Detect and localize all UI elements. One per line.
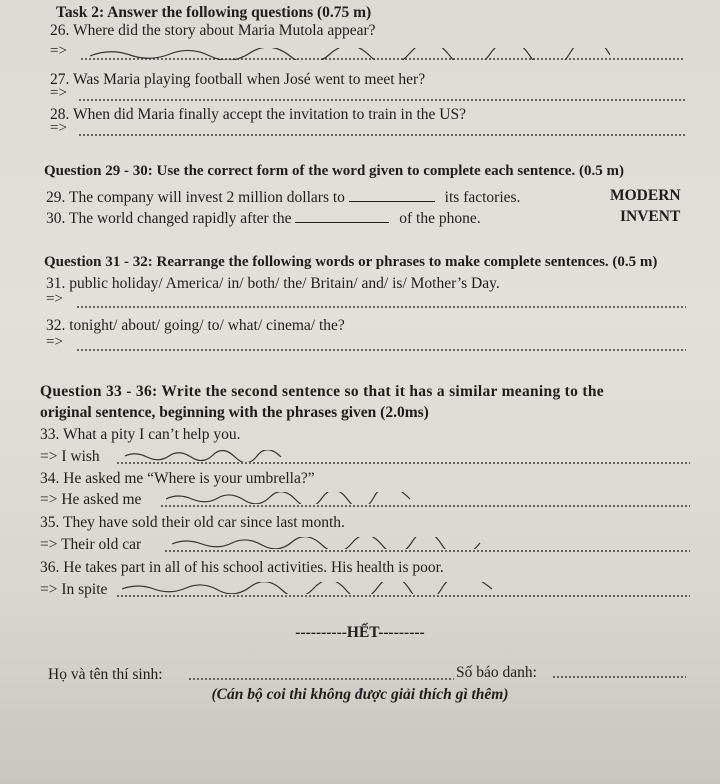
handwritten-answer-26 xyxy=(90,48,610,58)
q29-part-a: 29. The company will invest 2 million dollars to xyxy=(46,189,345,206)
q29-blank[interactable] xyxy=(349,187,435,202)
answer-line-32 xyxy=(76,349,686,351)
answer-arrow-26: => xyxy=(50,43,67,59)
answer-line-27 xyxy=(78,99,686,101)
proctor-note: (Cán bộ coi thi không được giải thích gì thêm) xyxy=(211,686,509,703)
question-31: 31. public holiday/ America/ in/ both/ the/ Britain/ and/ is/ Mother’s Day. xyxy=(46,275,500,292)
q35-start: => Their old car xyxy=(40,536,142,553)
task2-title: Task 2: Answer the following questions (0.75 m) xyxy=(56,4,372,21)
answer-line-34 xyxy=(160,505,690,507)
answer-line-36 xyxy=(116,595,690,597)
q36-start: => In spite xyxy=(40,581,108,598)
question-29 xyxy=(46,187,520,207)
candidate-id-line xyxy=(552,676,686,678)
question-27: 27. Was Maria playing football when José went to meet her? xyxy=(50,71,426,88)
question-33: 33. What a pity I can’t help you. xyxy=(40,426,241,443)
answer-line-31 xyxy=(76,306,686,308)
q30-part-b: of the phone. xyxy=(399,210,481,227)
answer-line-28 xyxy=(78,134,686,136)
question-34: 34. He asked me “Where is your umbrella?” xyxy=(40,470,315,487)
question-36: 36. He takes part in all of his school activities. His health is poor. xyxy=(40,559,444,576)
q34-start: => He asked me xyxy=(40,491,142,508)
answer-arrow-27: => xyxy=(50,85,67,101)
answer-line-33 xyxy=(116,462,690,464)
handwritten-answer-35 xyxy=(172,537,482,547)
q33-36-title-line2: original sentence, beginning with the phrases given (2.0ms) xyxy=(40,404,429,421)
question-30 xyxy=(46,208,481,228)
handwritten-answer-36 xyxy=(122,582,494,592)
question-35: 35. They have sold their old car since last month. xyxy=(40,514,345,531)
q33-36-title-line1: Question 33 - 36: Write the second sentence so that it has a similar meaning to the xyxy=(40,383,604,400)
answer-arrow-32: => xyxy=(46,334,63,350)
q31-32-title: Question 31 - 32: Rearrange the following words or phrases to make complete sentences. (0.5 m) xyxy=(44,254,658,270)
question-26: 26. Where did the story about Maria Mutola appear? xyxy=(50,22,376,39)
q30-blank[interactable] xyxy=(295,208,389,223)
q30-word: INVENT xyxy=(620,208,681,225)
q29-part-b: its factories. xyxy=(444,189,521,206)
answer-arrow-28: => xyxy=(50,120,67,136)
q33-start: => I wish xyxy=(40,448,100,465)
candidate-name-line xyxy=(188,678,454,680)
handwritten-answer-34 xyxy=(166,492,412,502)
candidate-name-label: Họ và tên thí sinh: xyxy=(48,666,163,683)
q29-30-title: Question 29 - 30: Use the correct form of the word given to complete each sentence. (0.5 m) xyxy=(44,163,624,179)
q29-word: MODERN xyxy=(610,187,681,204)
handwritten-answer-33 xyxy=(125,450,285,460)
question-32: 32. tonight/ about/ going/ to/ what/ cinema/ the? xyxy=(46,317,345,334)
q30-part-a: 30. The world changed rapidly after the xyxy=(46,210,292,227)
question-28: 28. When did Maria finally accept the invitation to train in the US? xyxy=(50,106,466,123)
end-marker: ----------HẾT--------- xyxy=(295,624,425,641)
answer-arrow-31: => xyxy=(46,291,63,307)
answer-line-35 xyxy=(164,550,690,552)
candidate-id-label: Số báo danh: xyxy=(456,664,537,681)
